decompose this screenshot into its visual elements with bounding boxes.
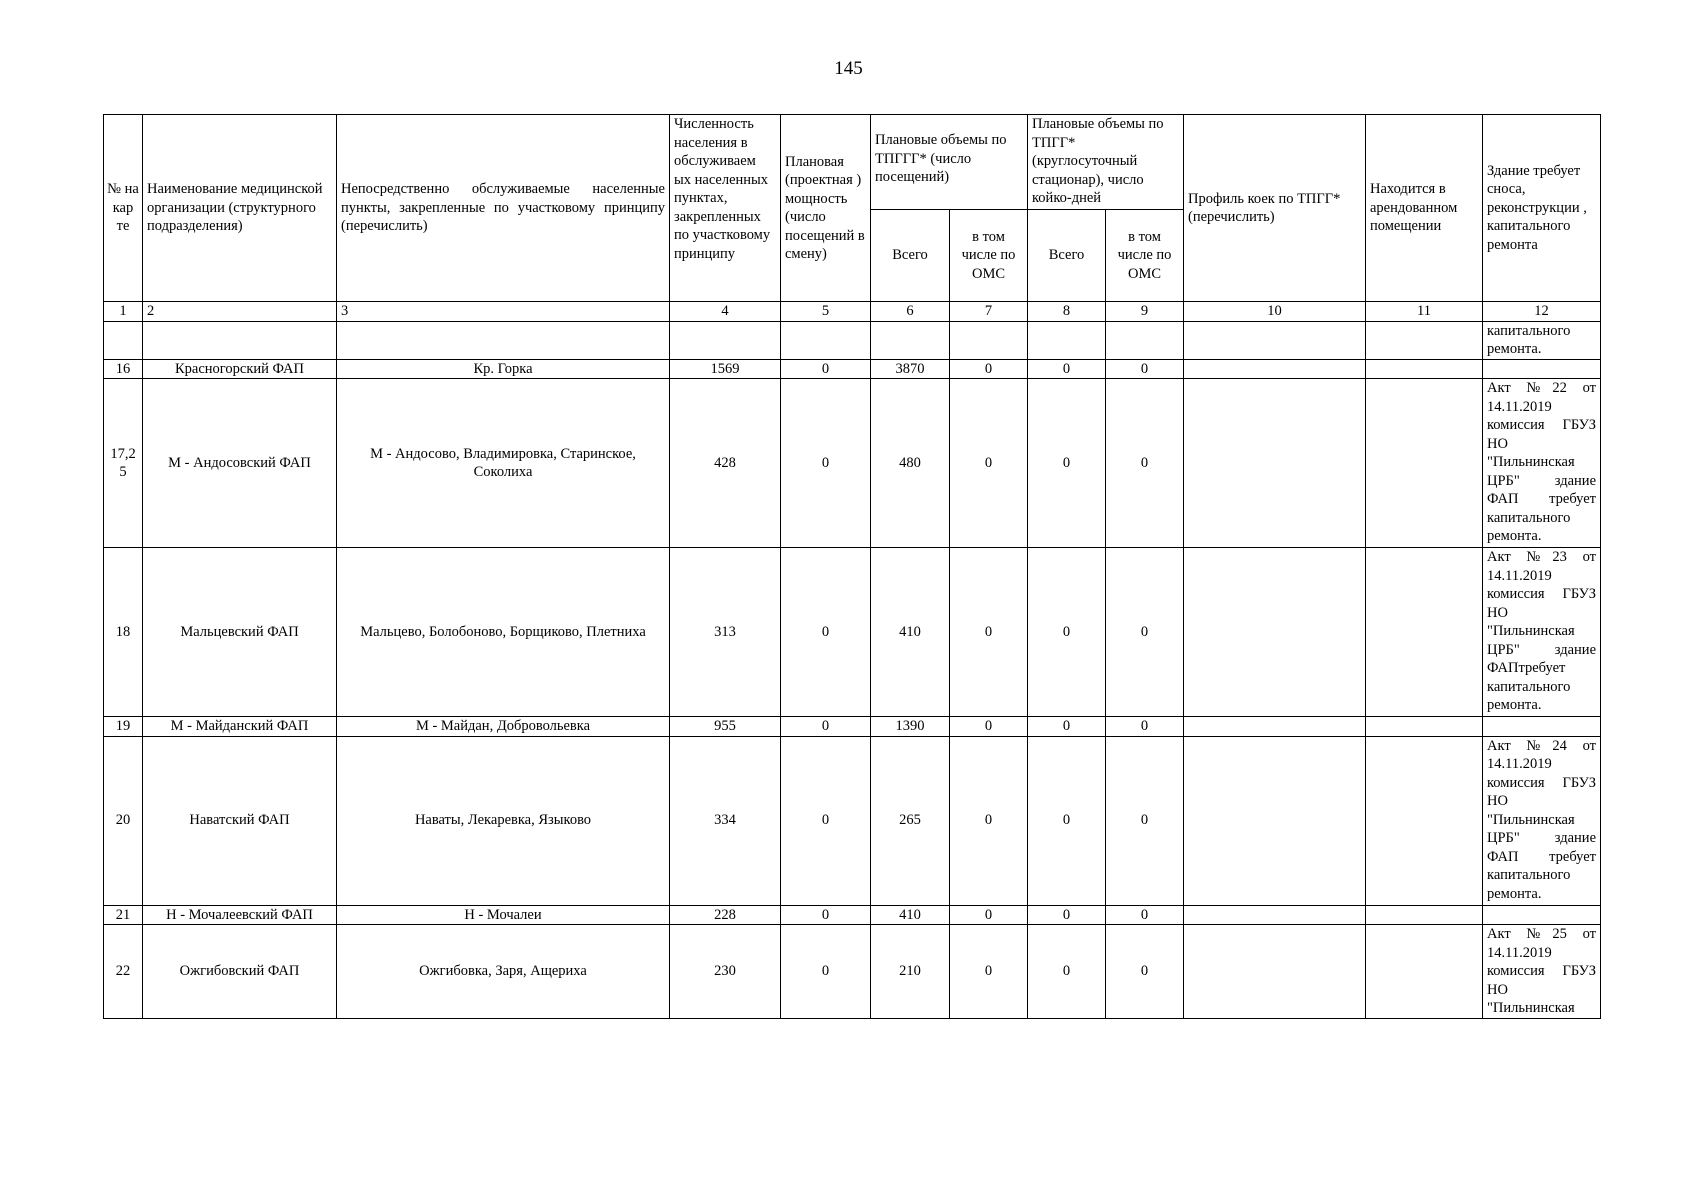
visits-oms-value: 0 [950, 925, 1028, 1019]
visits-oms-value: 0 [950, 359, 1028, 379]
beds-total-value: 0 [1028, 548, 1106, 717]
header-population: Численность населения в обслуживаем ых населенных пунктах, закрепленных по участковому принципу [670, 115, 781, 302]
column-number: 9 [1106, 302, 1184, 322]
column-number: 8 [1028, 302, 1106, 322]
rented-value [1366, 717, 1483, 737]
beds-oms-value: 0 [1106, 359, 1184, 379]
facility-name: Ожгибовский ФАП [143, 925, 337, 1019]
visits-total-value: 410 [871, 905, 950, 925]
beds-total-value: 0 [1028, 359, 1106, 379]
visits-total-value: 3870 [871, 359, 950, 379]
population-value: 428 [670, 379, 781, 548]
served-places: М - Майдан, Добровольевка [337, 717, 670, 737]
visits-total-value: 210 [871, 925, 950, 1019]
capacity-value: 0 [781, 717, 871, 737]
table-row [104, 925, 1601, 1019]
population-value: 334 [670, 736, 781, 905]
continuation-row [104, 321, 1601, 359]
served-places: Наваты, Лекаревка, Языково [337, 736, 670, 905]
capacity-value: 0 [781, 379, 871, 548]
column-number-row [104, 302, 1601, 322]
capacity-value: 0 [781, 925, 871, 1019]
rented-value [1366, 379, 1483, 548]
beds-oms-value: 0 [1106, 548, 1184, 717]
visits-total-value: 410 [871, 548, 950, 717]
visits-oms-value: 0 [950, 736, 1028, 905]
header-map-number: № на кар те [104, 115, 143, 302]
table-row [104, 359, 1601, 379]
rented-value [1366, 359, 1483, 379]
visits-total-value: 480 [871, 379, 950, 548]
column-number: 2 [143, 302, 337, 322]
bed-profile-value [1184, 379, 1366, 548]
column-number: 1 [104, 302, 143, 322]
header-building-state: Здание требует сноса, реконструкции , капитального ремонта [1483, 115, 1601, 302]
rented-value [1366, 925, 1483, 1019]
facility-name: Красногорский ФАП [143, 359, 337, 379]
header-served-places: Непосредственно обслуживаемые населенные пункты, закрепленные по участковому принципу (перечислить) [337, 115, 670, 302]
building-note: Акт №23 от 14.11.2019 комиссия ГБУЗ НО "Пильнинская ЦРБ" здание ФАПтребует капитального ремонта. [1483, 548, 1601, 717]
row-number: 17,2 5 [104, 379, 143, 548]
row-number: 21 [104, 905, 143, 925]
table-row [104, 379, 1601, 548]
table-row [104, 736, 1601, 905]
facility-name: Н - Мочалеевский ФАП [143, 905, 337, 925]
bed-profile-value [1184, 359, 1366, 379]
facilities-table [103, 114, 1601, 1019]
beds-oms-value: 0 [1106, 925, 1184, 1019]
beds-oms-value: 0 [1106, 717, 1184, 737]
column-number: 6 [871, 302, 950, 322]
column-number: 11 [1366, 302, 1483, 322]
beds-total-value: 0 [1028, 925, 1106, 1019]
served-places: Кр. Горка [337, 359, 670, 379]
header-beds-oms: в том числе по ОМС [1106, 210, 1184, 302]
header-bed-profile: Профиль коек по ТПГГ* (перечислить) [1184, 115, 1366, 302]
visits-oms-value: 0 [950, 717, 1028, 737]
building-note: Акт №22 от 14.11.2019 комиссия ГБУЗ НО "Пильнинская ЦРБ" здание ФАП требует капитального ремонта. [1483, 379, 1601, 548]
beds-oms-value: 0 [1106, 379, 1184, 548]
building-note: Акт №24 от 14.11.2019 комиссия ГБУЗ НО "Пильнинская ЦРБ" здание ФАП требует капитального ремонта. [1483, 736, 1601, 905]
served-places: М - Андосово, Владимировка, Старинское, Соколиха [337, 379, 670, 548]
population-value: 228 [670, 905, 781, 925]
building-note [1483, 359, 1601, 379]
visits-total-value: 265 [871, 736, 950, 905]
served-places: Н - Мочалеи [337, 905, 670, 925]
header-planned-beds: Плановые объемы по ТПГГ* (круглосуточный стационар), число койко-дней [1028, 115, 1184, 210]
rented-value [1366, 548, 1483, 717]
beds-oms-value: 0 [1106, 905, 1184, 925]
facility-name: М - Майданский ФАП [143, 717, 337, 737]
visits-oms-value: 0 [950, 905, 1028, 925]
bed-profile-value [1184, 925, 1366, 1019]
bed-profile-value [1184, 905, 1366, 925]
column-number: 4 [670, 302, 781, 322]
capacity-value: 0 [781, 548, 871, 717]
facility-name: Наватский ФАП [143, 736, 337, 905]
header-visits-oms: в том числе по ОМС [950, 210, 1028, 302]
visits-oms-value: 0 [950, 548, 1028, 717]
population-value: 230 [670, 925, 781, 1019]
building-note: Акт №25 от 14.11.2019 комиссия ГБУЗ НО "Пильнинская [1483, 925, 1601, 1019]
continuation-note: капитального ремонта. [1483, 321, 1601, 359]
building-note [1483, 905, 1601, 925]
bed-profile-value [1184, 736, 1366, 905]
building-note [1483, 717, 1601, 737]
population-value: 313 [670, 548, 781, 717]
row-number: 22 [104, 925, 143, 1019]
beds-oms-value: 0 [1106, 736, 1184, 905]
bed-profile-value [1184, 548, 1366, 717]
header-capacity: Плановая (проектная ) мощность (число посещений в смену) [781, 115, 871, 302]
header-planned-visits: Плановые объемы по ТПГГГ* (число посещений) [871, 115, 1028, 210]
rented-value [1366, 736, 1483, 905]
beds-total-value: 0 [1028, 905, 1106, 925]
header-visits-total: Всего [871, 210, 950, 302]
row-number: 16 [104, 359, 143, 379]
column-number: 3 [337, 302, 670, 322]
beds-total-value: 0 [1028, 736, 1106, 905]
facility-name: М - Андосовский ФАП [143, 379, 337, 548]
header-rented: Находится в арендованном помещении [1366, 115, 1483, 302]
table-body [104, 302, 1601, 1019]
facility-name: Мальцевский ФАП [143, 548, 337, 717]
visits-total-value: 1390 [871, 717, 950, 737]
row-number: 18 [104, 548, 143, 717]
population-value: 955 [670, 717, 781, 737]
capacity-value: 0 [781, 905, 871, 925]
beds-total-value: 0 [1028, 717, 1106, 737]
column-number: 5 [781, 302, 871, 322]
column-number: 7 [950, 302, 1028, 322]
table-row [104, 905, 1601, 925]
table-row [104, 717, 1601, 737]
row-number: 20 [104, 736, 143, 905]
served-places: Ожгибовка, Заря, Ащериха [337, 925, 670, 1019]
bed-profile-value [1184, 717, 1366, 737]
capacity-value: 0 [781, 359, 871, 379]
table-row [104, 548, 1601, 717]
capacity-value: 0 [781, 736, 871, 905]
column-number: 12 [1483, 302, 1601, 322]
population-value: 1569 [670, 359, 781, 379]
page-number: 145 [834, 58, 863, 79]
beds-total-value: 0 [1028, 379, 1106, 548]
row-number: 19 [104, 717, 143, 737]
column-number: 10 [1184, 302, 1366, 322]
header-beds-total: Всего [1028, 210, 1106, 302]
served-places: Мальцево, Болобоново, Борщиково, Плетниха [337, 548, 670, 717]
visits-oms-value: 0 [950, 379, 1028, 548]
rented-value [1366, 905, 1483, 925]
header-organization-name: Наименование медицинской организации (структурного подразделения) [143, 115, 337, 302]
